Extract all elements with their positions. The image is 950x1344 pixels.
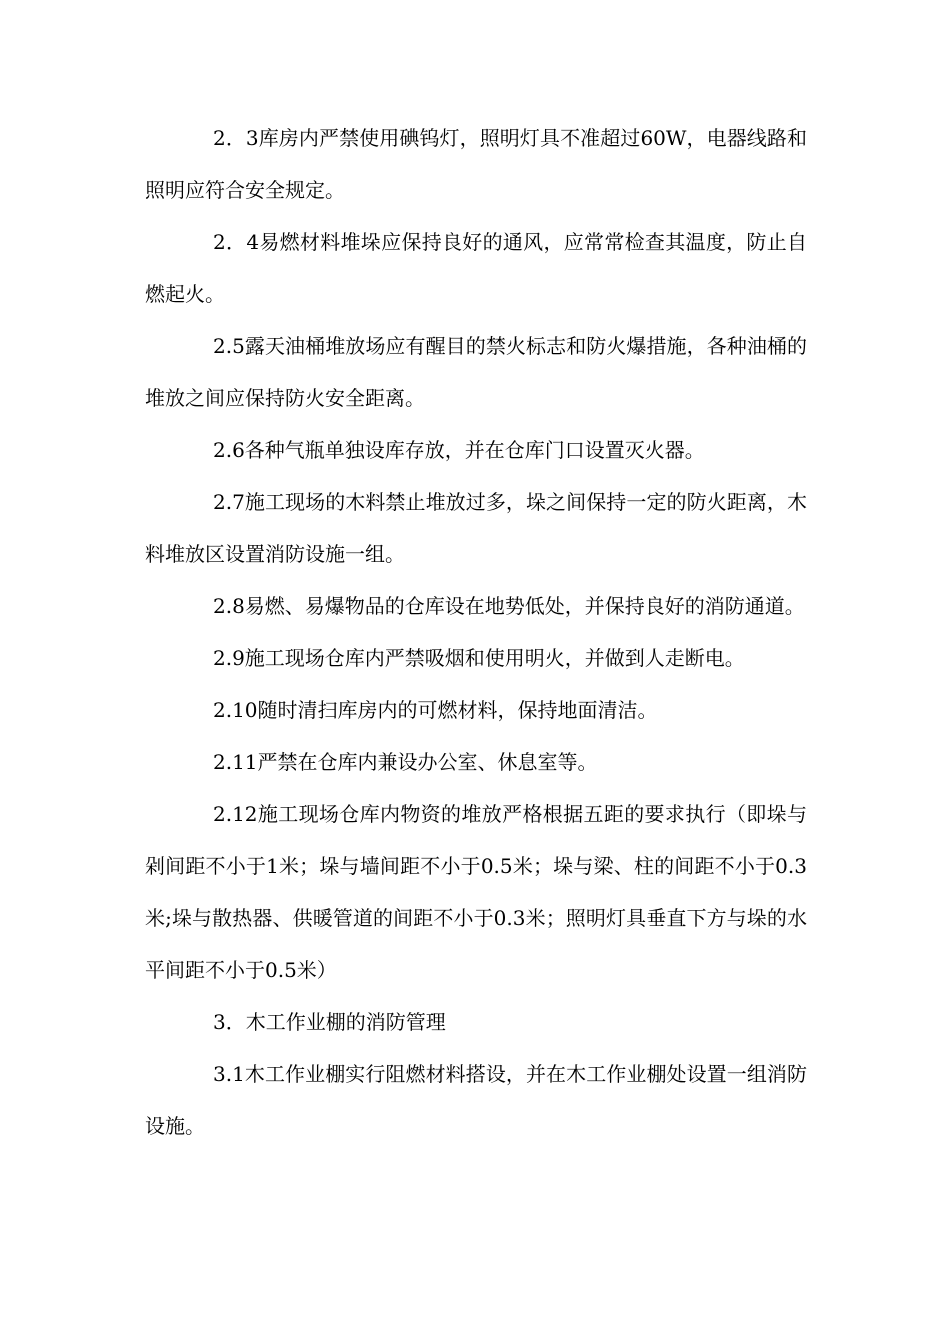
paragraph-2-9: 2.9施工现场仓库内严禁吸烟和使用明火，并做到人走断电。: [213, 646, 745, 670]
document-body: [145, 112, 807, 1152]
paragraph-2-8: 2.8易燃、易爆物品的仓库设在地势低处，并保持良好的消防通道。: [213, 594, 805, 618]
paragraph-2-5: 2.5露天油桶堆放场应有醒目的禁火标志和防火爆措施，各种油桶的堆放之间应保持防火安全距离。: [145, 334, 807, 410]
paragraph-3-1: 3.1木工作业棚实行阻燃材料搭设，并在木工作业棚处设置一组消防设施。: [145, 1062, 807, 1138]
paragraph-2-7: 2.7施工现场的木料禁止堆放过多，垛之间保持一定的防火距离，木料堆放区设置消防设施一组。: [145, 490, 807, 566]
paragraph-2-4: 2．4易燃材料堆垛应保持良好的通风，应常常检查其温度，防止自燃起火。: [145, 230, 807, 306]
paragraph-2-11: 2.11严禁在仓库内兼设办公室、休息室等。: [213, 750, 598, 774]
section-heading-3: 3．木工作业棚的消防管理: [213, 1010, 446, 1034]
paragraph-2-12: 2.12施工现场仓库内物资的堆放严格根据五距的要求执行（即垛与剁间距不小于1米；垛与墙间距不小于0.5米；垛与梁、柱的间距不小于0.3米;垛与散热器、供暖管道的间距不小于0.3米；照明灯具垂直下方与垛的水平间距不小于0.5米）: [145, 802, 807, 982]
paragraph-2-3: 2．3库房内严禁使用碘钨灯，照明灯具不准超过60W，电器线路和照明应符合安全规定。: [145, 126, 807, 202]
paragraph-2-6: 2.6各种气瓶单独设库存放，并在仓库门口设置灭火器。: [213, 438, 705, 462]
paragraph-2-10: 2.10随时清扫库房内的可燃材料，保持地面清洁。: [213, 698, 658, 722]
